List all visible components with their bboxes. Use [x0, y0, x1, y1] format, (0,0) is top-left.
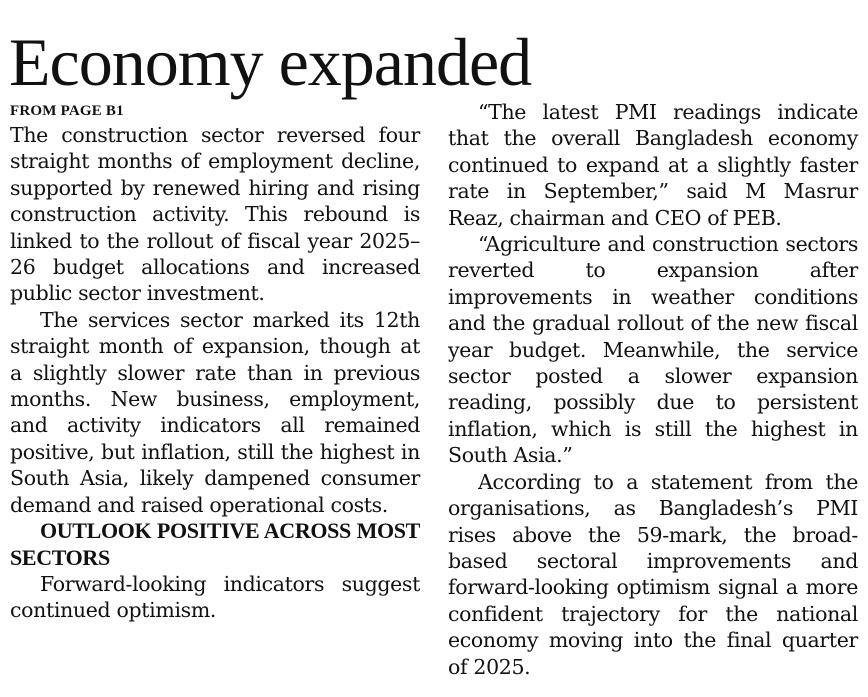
- article-paragraph: Forward-looking indicators suggest continued optimism.: [10, 571, 420, 623]
- article-paragraph: “The latest PMI readings indicate that the overall Bangladesh economy continued to expand at a slightly faster rate in September,” said M Masrur Reaz, chairman and CEO of PEB.: [448, 100, 858, 230]
- right-column: [448, 99, 858, 680]
- article-paragraph: “Agriculture and construction sectors reverted to expansion after improvements in weather conditions and the gradual rollout of the new fiscal year budget. Meanwhile, the service sector posted a slower expansion reading, possibly due to persistent inflation, which is still the highest in South Asia.”: [448, 232, 858, 468]
- article-paragraph: The construction sector reversed four straight months of employment decline, supported by renewed hiring and rising construction activity. This rebound is linked to the rollout of fiscal year 2025–26 budget allocations and increased public sector investment.: [10, 123, 420, 306]
- section-subhead: OUTLOOK POSITIVE ACROSS MOST SECTORS: [10, 518, 420, 570]
- article-paragraph: The services sector marked its 12th straight month of expansion, though at a slightly slower rate than in previous months. New business, employment, and activity indicators all remained positive, but inflation, still the highest in South Asia, likely dampened consumer demand and raised operational costs.: [10, 307, 420, 517]
- left-column: [10, 101, 420, 624]
- headline: Economy expanded: [9, 24, 532, 100]
- continuation-kicker: FROM PAGE B1: [10, 103, 124, 119]
- article-paragraph: According to a statement from the organisations, as Bangladesh’s PMI rises above the 59-mark, the broad-based sectoral improvements and forward-looking optimism signal a more confident trajectory for the national economy moving into the final quarter of 2025.: [448, 469, 858, 679]
